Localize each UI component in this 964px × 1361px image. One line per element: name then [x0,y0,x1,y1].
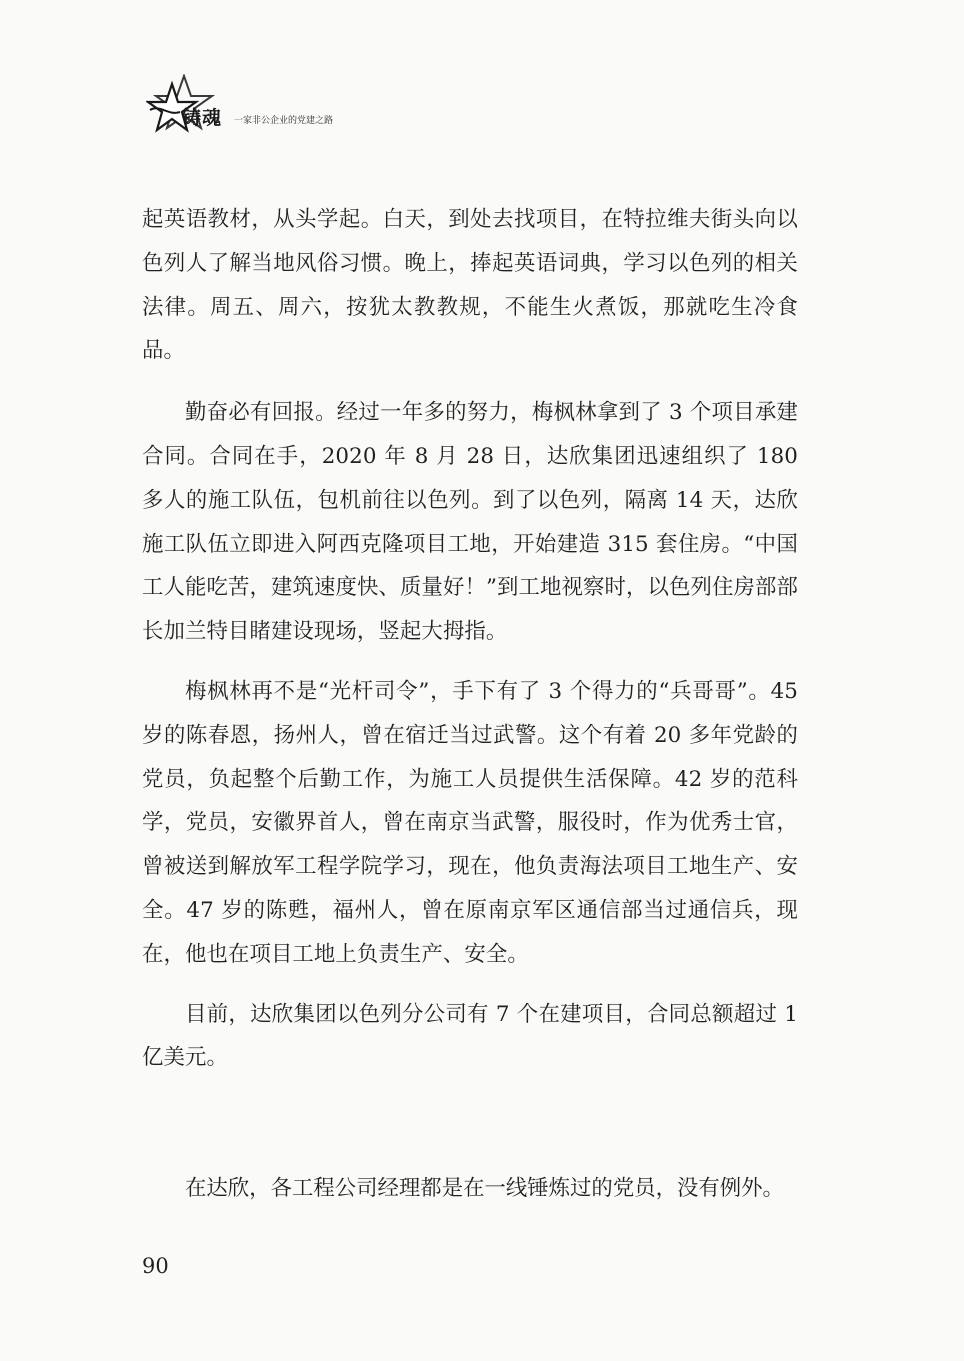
paragraph-1: 起英语教材，从头学起。白天，到处去找项目，在特拉维夫街头向以色列人了解当地风俗习惯。晚上，捧起英语词典，学习以色列的相关法律。周五、周六，按犹太教教规，不能生火煮饭，那就吃生冷食品。 [142,207,798,364]
book-title: 铸魂 [182,107,223,129]
book-subtitle: 一家非公企业的党建之路 [234,116,334,126]
paragraph-2: 勤奋必有回报。经过一年多的努力，梅枫林拿到了 3 个项目承建合同。合同在手，2020 年 8 月 28 日，达欣集团迅速组织了 180 多人的施工队伍，包机前往以色列。到了以色列，隔离 14 天，达欣施工队伍立即进入阿西克隆项目工地，开始建造 315 套住房。“中国工人能吃苦，建筑速度快、质量好！”到工地视察时，以色列住房部部长加兰特目睹建设现场，竖起大拇指。 [142,400,798,645]
paragraph-3: 梅枫林再不是“光杆司令”，手下有了 3 个得力的“兵哥哥”。45 岁的陈春恩，扬州人，曾在宿迁当过武警。这个有着 20 多年党龄的党员，负起整个后勤工作，为施工人员提供生活保障。42 岁的范科学，党员，安徽界首人，曾在南京当武警，服役时，作为优秀士官，曾被送到解放军工程学院学习，现在，他负责海法项目工地生产、安全。47 岁的陈甦，福州人，曾在原南京军区通信部当过通信兵，现在，他也在项目工地上负责生产、安全。 [142,678,798,967]
body-text [142,198,798,1080]
running-header [146,74,406,134]
paragraph-5: 在达欣，各工程公司经理都是在一线锤炼过的党员，没有例外。 [185,1176,784,1201]
paragraph-4: 目前，达欣集团以色列分公司有 7 个在建项目，合同总额超过 1 亿美元。 [142,1001,798,1071]
page-number: 90 [142,1254,169,1278]
